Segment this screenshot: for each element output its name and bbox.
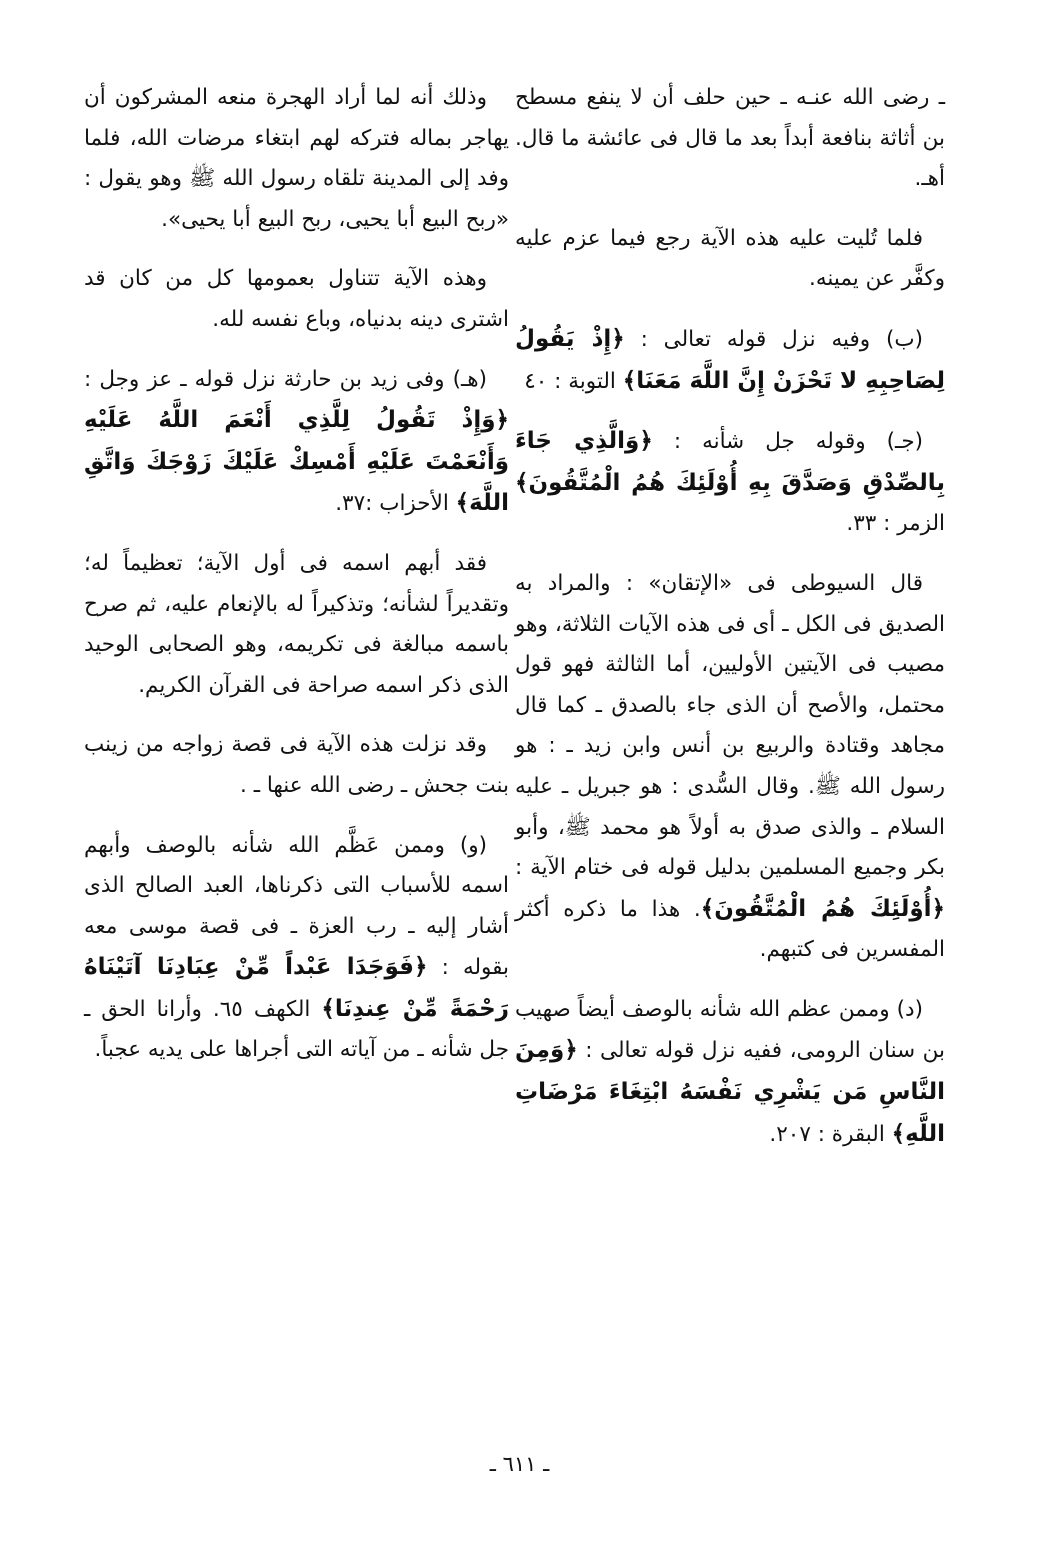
- paragraph-text: (جـ) وقوله جل شأنه :: [652, 429, 924, 455]
- quran-verse: ﴿إِذْ يَقُولُ لِصَاحِبِهِ لا تَحْزَنْ إِنَّ اللَّهَ مَعَنَا﴾: [515, 325, 945, 394]
- left-column: [84, 78, 509, 1090]
- paragraph: [515, 564, 945, 971]
- paragraph: [84, 78, 509, 240]
- paragraph-text: وهذه الآية تتناول بعمومها كل من كان قد اشترى دينه بدنياه، وباع نفسه لله.: [84, 266, 509, 332]
- paragraph-text: فقد أبهم اسمه فى أول الآية؛ تعظيماً له؛ وتقديراً لشأنه؛ وتذكيراً له بالإنعام عليه، ثم صرح باسمه مبالغة فى تكريمه، وهو الصحابى الوحيد الذى ذكر اسمه صراحة فى القرآن الكريم.: [84, 550, 509, 698]
- paragraph: [515, 78, 945, 200]
- paragraph: [84, 259, 509, 340]
- verse-reference: الأحزاب :٣٧.: [335, 491, 456, 517]
- right-column: [515, 78, 945, 1174]
- paragraph: [515, 219, 945, 300]
- paragraph-text: وذلك أنه لما أراد الهجرة منعه المشركون أن يهاجر بماله فتركه لهم ابتغاء مرضات الله، فلما وفد إلى المدينة تلقاه رسول الله ﷺ وهو يقول : «ربح البيع أبا يحيى، ربح البيع أبا يحيى».: [84, 85, 509, 232]
- paragraph-text: (هـ) وفى زيد بن حارثة نزل قوله ـ عز وجل :: [84, 366, 487, 392]
- verse-reference: التوبة : ٤٠: [524, 368, 623, 394]
- paragraph-text: الكهف ٦٥. وأرانا الحق ـ جل شأنه ـ من آياته التى أجراها على يديه عجباً.: [84, 996, 509, 1063]
- quran-verse: ﴿وَالَّذِي جَاءَ بِالصِّدْقِ وَصَدَّقَ بِهِ أُوْلَئِكَ هُمُ الْمُتَّقُونَ﴾: [515, 428, 945, 496]
- quran-verse: ﴿فَوَجَدَا عَبْداً مِّنْ عِبَادِنَا آتَيْنَاهُ رَحْمَةً مِّنْ عِندِنَا﴾: [84, 954, 509, 1022]
- verse-reference: البقرة : ٢٠٧.: [769, 1121, 892, 1147]
- paragraph: [84, 360, 509, 525]
- paragraph-text: قال السيوطى فى «الإتقان» : والمراد به الصديق فى الكل ـ أى فى هذه الآيات الثلاثة، وهو مصيب فى الآيتين الأوليين، أما الثالثة فهو قول محتمل، والأصح أن الذى جاء بالصدق ـ كما قال مجاهد وقتادة والربيع بن أنس وابن زيد ـ : هو رسول الله ﷺ. وقال السُّدى : هو جبريل ـ عليه السلام ـ والذى صدق به أولاً هو محمد ﷺ، وأبو بكر وجميع المسلمين بدليل قوله فى ختام الآية :: [515, 570, 945, 881]
- paragraph-text: فلما تُليت عليه هذه الآية رجع فيما عزم عليه وكفَّر عن يمينه.: [515, 225, 945, 292]
- page-number: ـ ٦١١ ـ: [489, 1452, 550, 1476]
- paragraph: [515, 990, 945, 1155]
- paragraph-text: . هذا ما ذكره أكثر المفسرين فى كتبهم.: [515, 896, 945, 963]
- paragraph-text: (و) وممن عَظَّم الله شأنه بالوصف وأبهم اسمه للأسباب التى ذكرناها، العبد الصالح الذى أشار إليه ـ رب العزة ـ فى قصة موسى معه بقوله :: [84, 832, 509, 981]
- paragraph: [84, 725, 509, 806]
- paragraph: [515, 421, 945, 545]
- paragraph-text: وقد نزلت هذه الآية فى قصة زواجه من زينب بنت جحش ـ رضى الله عنها ـ .: [84, 732, 509, 798]
- paragraph-text: (ب) وفيه نزل قوله تعالى :: [624, 326, 923, 352]
- paragraph: [84, 826, 509, 1072]
- paragraph-text: (د) وممن عظم الله شأنه بالوصف أيضاً صهيب بن سنان الرومى، ففيه نزل قوله تعالى :: [515, 996, 945, 1064]
- quran-verse: ﴿وَمِنَ النَّاسِ مَن يَشْرِي نَفْسَهُ ابْتِغَاءَ مَرْضَاتِ اللَّهِ﴾: [515, 1037, 945, 1147]
- quran-verse: ﴿أُوْلَئِكَ هُمُ الْمُتَّقُونَ﴾: [700, 895, 945, 922]
- verse-reference: الزمر : ٣٣.: [846, 511, 945, 537]
- paragraph-text: ـ رضى الله عنـه ـ حين حلف أن لا ينفع مسطح بن أثاثة بنافعة أبداً بعد ما قال فى عائشة ما قال. أهـ.: [515, 85, 945, 192]
- quran-verse: ﴿وَإِذْ تَقُولُ لِلَّذِي أَنْعَمَ اللَّهُ عَلَيْهِ وَأَنْعَمْتَ عَلَيْهِ أَمْسِكْ عَلَيْكَ زَوْجَكَ وَاتَّقِ اللَّهَ﴾: [84, 407, 509, 517]
- paragraph: [84, 544, 509, 706]
- paragraph: [515, 319, 945, 402]
